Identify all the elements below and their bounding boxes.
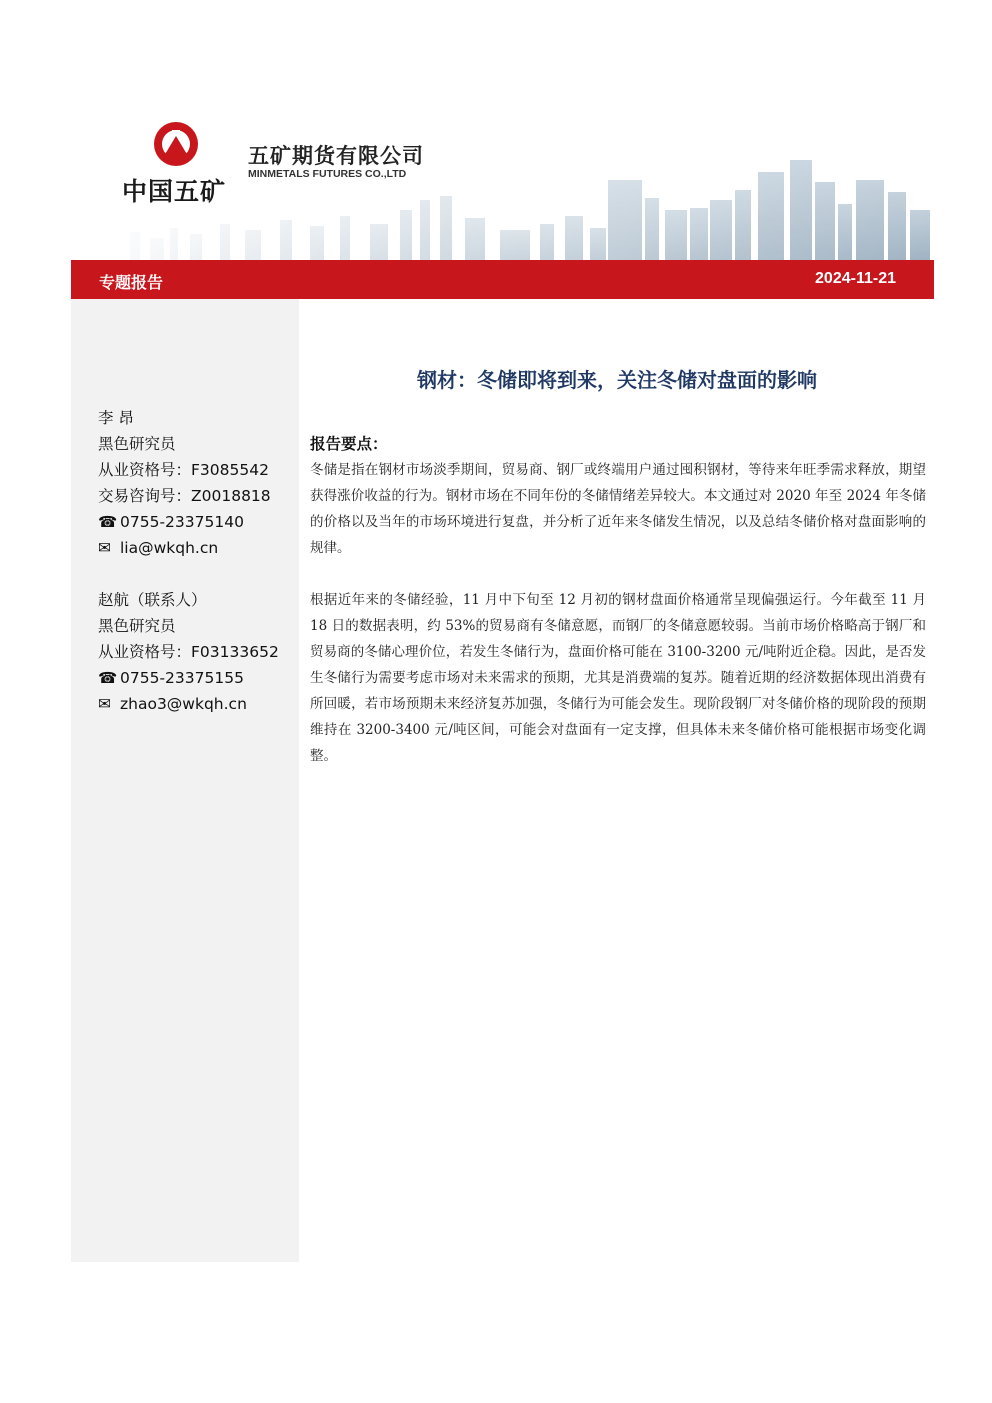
report-header xyxy=(0,0,992,260)
phone-icon: ☎ xyxy=(98,513,118,531)
author-phone-number: 0755-23375140 xyxy=(120,513,244,531)
author-card xyxy=(98,405,271,561)
company-name-en: MINMETALS FUTURES CO.,LTD xyxy=(248,168,407,180)
author-consult-number: 交易咨询号：Z0018818 xyxy=(98,487,271,505)
author-name: 李 昂 xyxy=(98,409,134,427)
author-role: 黑色研究员 xyxy=(98,617,176,635)
envelope-icon: ✉ xyxy=(98,539,111,557)
key-points-heading: 报告要点： xyxy=(310,435,388,453)
author-email[interactable] xyxy=(98,691,279,717)
group-logo-text: 中国五矿 xyxy=(122,177,227,206)
phone-icon: ☎ xyxy=(98,669,118,687)
author-email-address[interactable]: zhao3@wkqh.cn xyxy=(120,695,247,713)
author-qualification: 从业资格号：F03133652 xyxy=(98,643,279,661)
report-type-band xyxy=(71,260,934,299)
report-title: 钢材：冬储即将到来，关注冬储对盘面的影响 xyxy=(417,368,817,392)
report-type-label: 专题报告 xyxy=(99,273,164,292)
author-phone-number: 0755-23375155 xyxy=(120,669,244,687)
author-email[interactable] xyxy=(98,535,271,561)
author-card xyxy=(98,587,279,717)
report-date: 2024-11-21 xyxy=(815,270,896,287)
author-role: 黑色研究员 xyxy=(98,435,176,453)
minmetals-emblem-icon xyxy=(152,120,200,168)
author-sidebar xyxy=(71,299,299,1262)
author-email-address[interactable]: lia@wkqh.cn xyxy=(120,539,219,557)
author-qualification: 从业资格号：F3085542 xyxy=(98,461,269,479)
author-phone xyxy=(98,665,279,691)
summary-paragraph: 根据近年来的冬储经验，11 月中下旬至 12 月初的钢材盘面价格通常呈现偏强运行。今年截至 11 月 18 日的数据表明，约 53%的贸易商有冬储意愿，而钢厂的冬储意愿较弱。当前市场价格略高于钢厂和贸易商的冬储心理价位，若发生冬储行为，盘面价格可能在 3100-3200 元/吨附近企稳。因此，是否发生冬储行为需要考虑市场对未来需求的预期，尤其是消费端的复苏。随着近期的经济数据体现出消费有所回暖，若市场预期未来经济复苏加强，冬储行为可能会发生。现阶段钢厂对冬储价格的现阶段的预期维持在 3200-3400 元/吨区间，可能会对盘面有一定支撑，但具体未来冬储价格可能根据市场变化调整。 xyxy=(310,592,926,764)
author-name: 赵航（联系人） xyxy=(98,591,207,609)
company-name-cn: 五矿期货有限公司 xyxy=(248,144,424,168)
author-phone xyxy=(98,509,271,535)
summary-paragraph: 冬储是指在钢材市场淡季期间，贸易商、钢厂或终端用户通过囤积钢材，等待来年旺季需求释放，期望获得涨价收益的行为。钢材市场在不同年份的冬储情绪差异较大。本文通过对 2020 年至 2024 年冬储的价格以及当年的市场环境进行复盘，并分析了近年来冬储发生情况，以及总结冬储价格对盘面影响的规律。 xyxy=(310,462,926,556)
envelope-icon: ✉ xyxy=(98,695,111,713)
